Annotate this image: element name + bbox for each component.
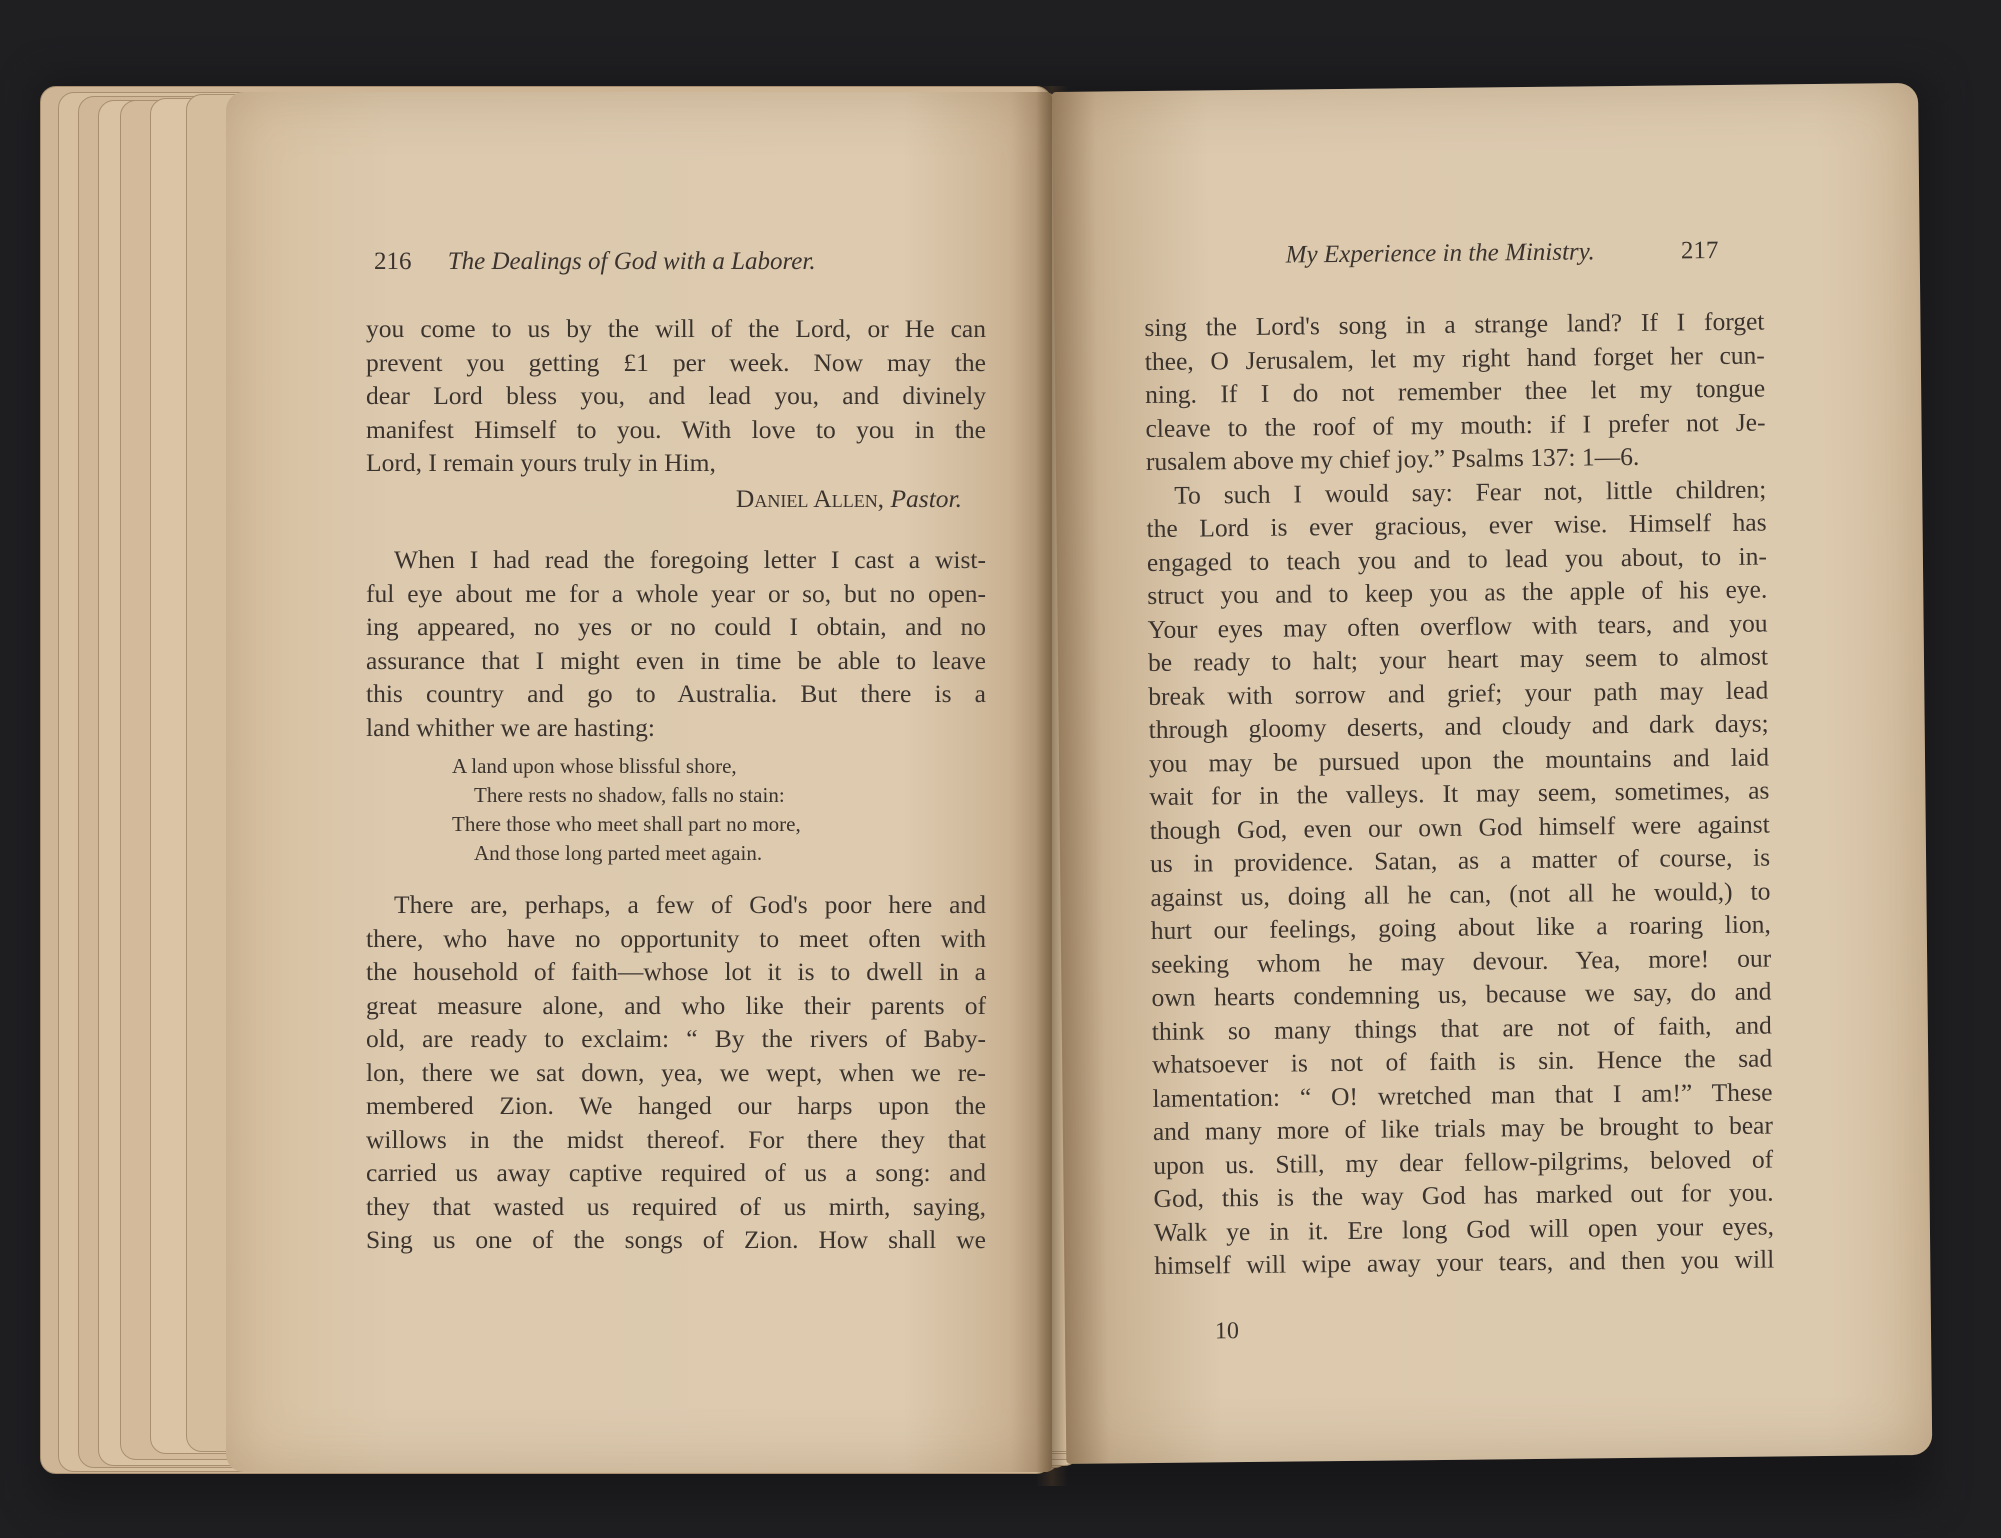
- text-line: whatsoever is not of faith is sin. Hence the sad: [1152, 1043, 1773, 1080]
- paragraph: [1144, 305, 1766, 479]
- right-page-header: [1286, 237, 1719, 270]
- text-line: cleave to the roof of my mouth: if I prefer not Je-: [1145, 407, 1766, 443]
- text-line: the household of faith—whose lot it is to dwell in a: [366, 957, 986, 986]
- left-text-column: [366, 312, 986, 1257]
- signature-title: Pastor.: [890, 483, 962, 513]
- text-line: lamentation: “ O! wretched man that I am!” These: [1152, 1077, 1773, 1113]
- text-line: though God, even our own God himself were against: [1149, 809, 1770, 845]
- text-line: Sing us one of the songs of Zion. How shall we: [366, 1225, 986, 1254]
- text-line: dear Lord bless you, and lead you, and divinely: [366, 381, 986, 410]
- left-page: [226, 92, 1052, 1472]
- text-line: prevent you getting £1 per week. Now may the: [366, 347, 986, 377]
- text-line: engaged to teach you and to lead you about, to in-: [1146, 541, 1768, 577]
- text-line: ful eye about me for a whole year or so, but no open-: [366, 578, 986, 608]
- text-line: lon, there we sat down, yea, we wept, when we re-: [366, 1057, 986, 1087]
- text-line: carried us away captive required of us a song: and: [366, 1158, 986, 1187]
- text-line: Your eyes may often overflow with tears, and you: [1147, 608, 1768, 644]
- text-line: great measure alone, and who like their parents of: [366, 990, 986, 1020]
- text-line: be ready to halt; your heart may seem to almost: [1147, 641, 1769, 678]
- right-page-number: 217: [1680, 237, 1719, 265]
- text-line: us in providence. Satan, as a matter of course, is: [1149, 842, 1771, 879]
- text-line: you may be pursued upon the mountains and laid: [1148, 742, 1770, 778]
- signature-name: Daniel Allen,: [735, 483, 885, 513]
- poem-line: And those long parted meet again.: [474, 841, 763, 865]
- text-line: they that wasted us required of us mirth, saying,: [366, 1191, 986, 1221]
- text-line: willows in the midst thereof. For there they that: [366, 1124, 986, 1154]
- text-line: and many more of like trials may be brought to bear: [1152, 1110, 1774, 1146]
- right-text-column: [1144, 305, 1774, 1283]
- left-page-number: 216: [374, 248, 412, 275]
- poem-line: There rests no shadow, falls no stain:: [474, 783, 785, 807]
- paragraph: [1146, 472, 1774, 1282]
- text-line: land whither we are hasting:: [366, 712, 655, 742]
- left-page-header: [374, 248, 816, 276]
- text-line: Walk ye in it. Ere long God will open your eyes,: [1153, 1211, 1775, 1247]
- poem-stanza: [452, 752, 986, 868]
- text-line: there, who have no opportunity to meet often with: [366, 923, 986, 953]
- text-line: assurance that I might even in time be able to leave: [366, 645, 986, 675]
- text-line: against us, doing all he can, (not all he would,) to: [1150, 876, 1771, 912]
- text-line: wait for in the valleys. It may seem, sometimes, as: [1149, 775, 1770, 812]
- text-line: break with sorrow and grief; your path may lead: [1148, 675, 1769, 711]
- text-line: through gloomy deserts, and cloudy and dark days;: [1148, 708, 1769, 745]
- left-running-head: The Dealings of God with a Laborer.: [447, 248, 816, 275]
- text-line: thee, O Jerusalem, let my right hand forget her cun-: [1144, 340, 1765, 376]
- letter-closing: [366, 312, 986, 515]
- text-line: When I had read the foregoing letter I cast a wist-: [394, 545, 986, 574]
- text-line: manifest Himself to you. With love to you in the: [366, 414, 986, 444]
- right-running-head: My Experience in the Ministry.: [1285, 238, 1595, 269]
- right-page: [1052, 83, 1932, 1464]
- text-line: own hearts condemning us, because we say, do and: [1151, 976, 1772, 1013]
- text-line: ning. If I do not remember thee let my tongue: [1145, 373, 1766, 410]
- signature-mark: 10: [1214, 1318, 1240, 1345]
- letter-signature: [366, 482, 962, 516]
- text-line: himself will wipe away your tears, and then you will: [1154, 1244, 1775, 1280]
- text-line: Lord, I remain yours truly in Him,: [366, 448, 716, 477]
- text-line: upon us. Still, my dear fellow-pilgrims, beloved of: [1153, 1144, 1774, 1180]
- text-line: the Lord is ever gracious, ever wise. Himself has: [1146, 507, 1767, 544]
- text-line: hurt our feelings, going about like a roaring lion,: [1150, 909, 1771, 946]
- text-line: membered Zion. We hanged our harps upon the: [366, 1091, 986, 1120]
- text-line: sing the Lord's song in a strange land? If I forget: [1144, 306, 1765, 343]
- paragraph: [366, 543, 986, 744]
- text-line: seeking whom he may devour. Yea, more! our: [1150, 943, 1772, 979]
- text-line: To such I would say: Fear not, little children;: [1174, 474, 1767, 510]
- text-line: old, are ready to exclaim: “ By the rivers of Baby-: [366, 1024, 986, 1053]
- text-line: struct you and to keep you as the apple of his eye.: [1147, 574, 1768, 611]
- text-line: you come to us by the will of the Lord, or He can: [366, 314, 986, 343]
- text-line: God, this is the way God has marked out for you.: [1153, 1177, 1774, 1213]
- paragraph: [366, 888, 986, 1257]
- text-line: rusalem above my chief joy.” Psalms 137: 1—6.: [1145, 441, 1640, 477]
- poem-line: There those who meet shall part no more,: [452, 812, 801, 836]
- text-line: ing appeared, no yes or no could I obtain, and no: [366, 612, 986, 641]
- text-line: There are, perhaps, a few of God's poor here and: [394, 890, 986, 919]
- text-line: think so many things that are not of faith, and: [1151, 1010, 1772, 1046]
- poem-line: A land upon whose blissful shore,: [452, 754, 737, 778]
- text-line: this country and go to Australia. But there is a: [366, 679, 986, 708]
